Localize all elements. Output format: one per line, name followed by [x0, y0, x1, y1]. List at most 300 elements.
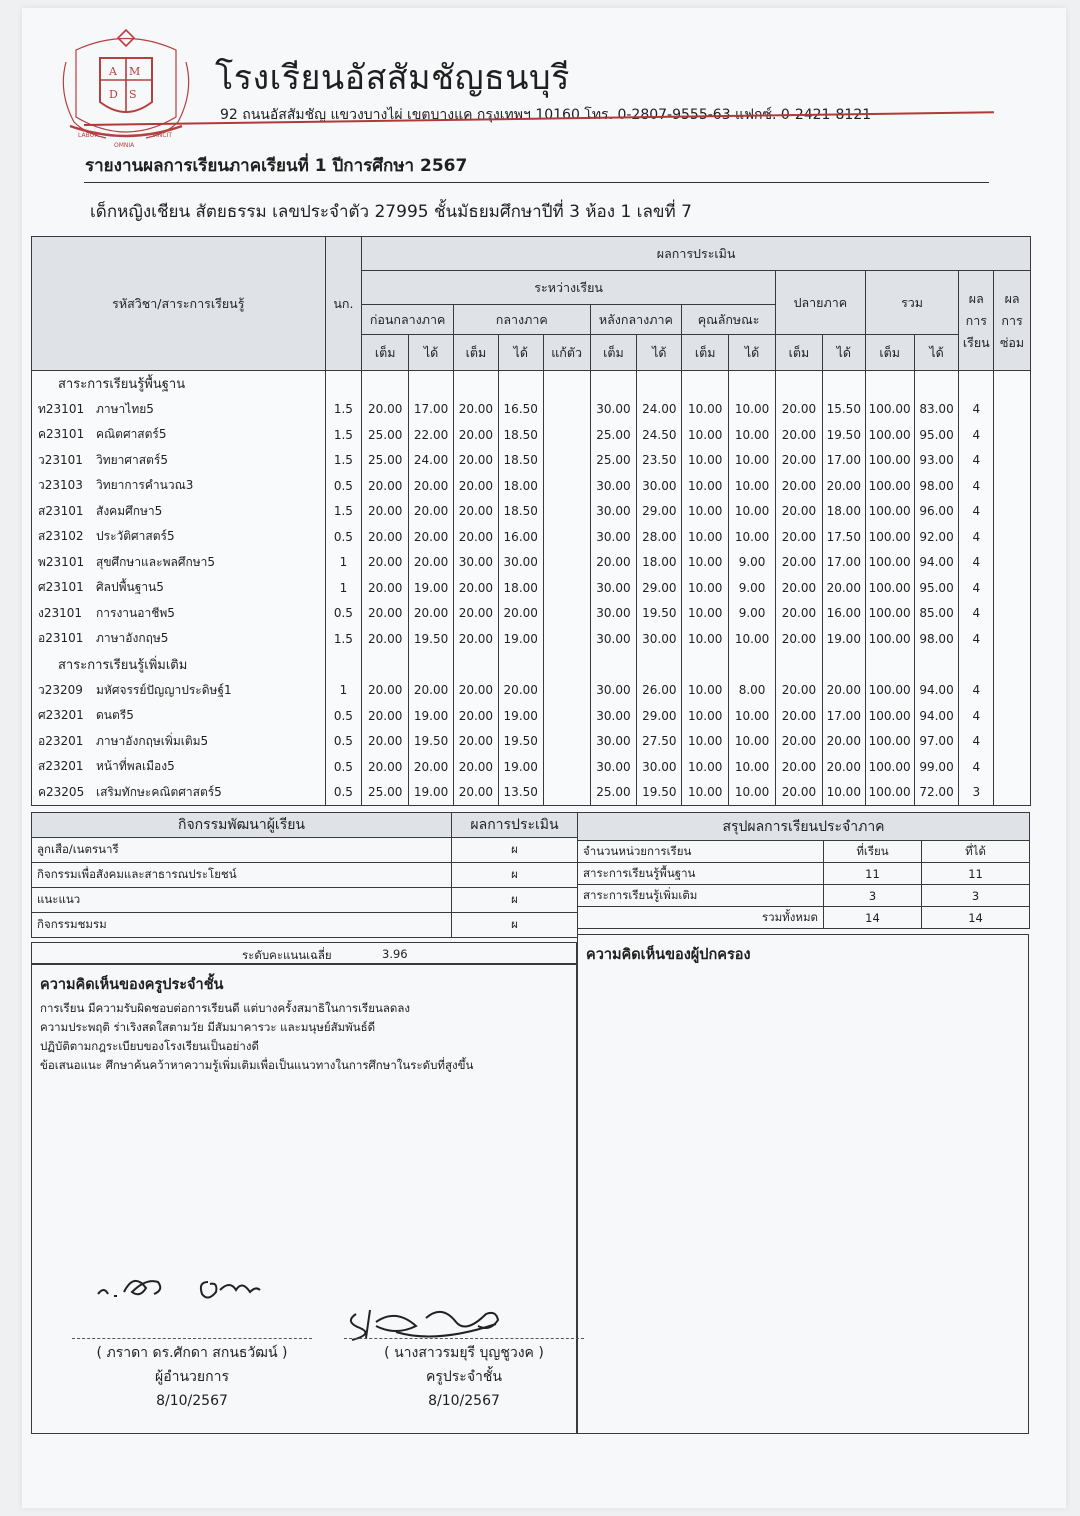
score-cell: 19.50 — [498, 729, 543, 755]
score-cell: 29.00 — [637, 499, 682, 525]
score-cell — [453, 371, 498, 397]
score-cell: 10.00 — [729, 729, 776, 755]
score-cell: 20.00 — [453, 448, 498, 474]
score-cell: 20.00 — [776, 550, 823, 576]
score-cell — [994, 550, 1031, 576]
score-cell: 10.00 — [729, 626, 776, 652]
score-cell: 98.00 — [914, 626, 959, 652]
score-cell: 20.00 — [362, 473, 409, 499]
title-underline — [84, 182, 989, 183]
score-cell: 17.00 — [822, 550, 865, 576]
subject-code: อ23101 — [38, 631, 84, 646]
score-cell: 10.00 — [682, 626, 729, 652]
score-cell — [994, 397, 1031, 423]
director-name: ( ภราดา ดร.ศักดา สกนธวัฒน์ ) — [96, 1345, 288, 1361]
logo-text-a: A — [109, 65, 117, 78]
subject-name: ดนตรี5 — [96, 708, 134, 723]
director-signature-block — [72, 1338, 312, 1413]
score-cell: 100.00 — [865, 626, 914, 652]
score-cell — [362, 652, 409, 678]
score-cell: 10.00 — [682, 703, 729, 729]
credits-cell: 1 — [325, 550, 362, 576]
score-cell: 20.00 — [776, 575, 823, 601]
subject-cell — [32, 448, 326, 474]
subject-name: มหัศจรรย์ปัญญาประดิษฐ์1 — [96, 682, 232, 697]
director-signature — [90, 1264, 310, 1314]
score-cell: 10.00 — [729, 422, 776, 448]
score-cell: 29.00 — [637, 575, 682, 601]
score-cell: 30.00 — [590, 397, 637, 423]
score-cell: 30.00 — [590, 499, 637, 525]
score-cell: 19.00 — [409, 703, 454, 729]
score-cell — [994, 652, 1031, 678]
score-cell: 20.00 — [362, 397, 409, 423]
score-cell: 4 — [959, 448, 994, 474]
header-fix: แก้ตัว — [543, 335, 590, 371]
score-cell — [409, 652, 454, 678]
score-cell: 19.00 — [498, 626, 543, 652]
score-cell: 92.00 — [914, 524, 959, 550]
table-row — [32, 499, 1031, 525]
score-cell: 20.00 — [453, 780, 498, 806]
score-cell: 30.00 — [590, 601, 637, 627]
score-cell: 10.00 — [682, 524, 729, 550]
subject-name: วิทยาการคำนวณ3 — [96, 478, 194, 493]
score-cell: 10.00 — [682, 729, 729, 755]
score-cell: 20.00 — [409, 550, 454, 576]
activity-name: กิจกรรมชมรม — [32, 913, 452, 938]
score-cell: 100.00 — [865, 729, 914, 755]
subject-name: หน้าที่พลเมือง5 — [96, 759, 175, 774]
teacher-role: ครูประจำชั้น — [426, 1369, 502, 1385]
score-cell: 20.00 — [453, 575, 498, 601]
score-cell: 10.00 — [729, 397, 776, 423]
score-cell: 20.00 — [453, 678, 498, 704]
subject-name: ศิลปพื้นฐาน5 — [96, 580, 164, 595]
score-cell: 20.00 — [822, 729, 865, 755]
header-full: เต็ม — [453, 335, 498, 371]
score-cell — [865, 371, 914, 397]
score-cell: 19.00 — [498, 703, 543, 729]
score-cell: 20.00 — [822, 473, 865, 499]
header-subject: รหัสวิชา/สาระการเรียนรู้ — [32, 237, 326, 371]
subject-name: สังคมศึกษา5 — [96, 503, 163, 518]
score-cell: 4 — [959, 601, 994, 627]
score-cell: 18.50 — [498, 448, 543, 474]
score-cell: 20.00 — [776, 473, 823, 499]
score-cell — [543, 575, 590, 601]
score-cell: 20.00 — [409, 499, 454, 525]
score-cell: 30.00 — [590, 729, 637, 755]
score-cell — [590, 371, 637, 397]
header-got: ได้ — [498, 335, 543, 371]
score-cell: 20.00 — [776, 754, 823, 780]
logo-text-d: D — [109, 88, 118, 101]
score-cell: 16.00 — [498, 524, 543, 550]
score-cell — [822, 371, 865, 397]
summary-studied: 14 — [824, 907, 922, 929]
score-cell: 93.00 — [914, 448, 959, 474]
score-cell — [543, 780, 590, 806]
subject-cell — [32, 780, 326, 806]
score-cell: 20.00 — [776, 780, 823, 806]
credits-cell: 0.5 — [325, 780, 362, 806]
score-cell: 18.00 — [498, 473, 543, 499]
score-cell: 9.00 — [729, 575, 776, 601]
table-row — [32, 524, 1031, 550]
score-cell: 94.00 — [914, 703, 959, 729]
score-cell: 98.00 — [914, 473, 959, 499]
teacher-comment-title: ความคิดเห็นของครูประจำชั้น — [40, 977, 224, 993]
header-full: เต็ม — [865, 335, 914, 371]
score-cell: 10.00 — [822, 780, 865, 806]
score-cell: 30.00 — [590, 626, 637, 652]
score-cell: 30.00 — [590, 575, 637, 601]
header-credits: นก. — [325, 237, 362, 371]
score-cell — [543, 448, 590, 474]
score-cell: 10.00 — [682, 550, 729, 576]
credits-cell: 1.5 — [325, 422, 362, 448]
summary-label: สาระการเรียนรู้เพิ่มเติม — [578, 885, 824, 907]
score-cell: 20.00 — [776, 703, 823, 729]
subject-name: คณิตศาสตร์5 — [96, 427, 167, 442]
section-title: สาระการเรียนรู้เพิ่มเติม — [32, 652, 326, 678]
credits-cell: 1.5 — [325, 626, 362, 652]
score-cell: 19.00 — [409, 780, 454, 806]
score-cell — [682, 371, 729, 397]
score-cell — [776, 652, 823, 678]
score-cell — [994, 499, 1031, 525]
subject-name: ภาษาไทย5 — [96, 401, 154, 416]
score-cell: 20.00 — [409, 678, 454, 704]
summary-studied: ที่เรียน — [824, 841, 922, 863]
summary-title: สรุปผลการเรียนประจำภาค — [578, 813, 1030, 841]
summary-studied: 3 — [824, 885, 922, 907]
score-cell — [994, 754, 1031, 780]
score-cell: 100.00 — [865, 575, 914, 601]
credits-cell: 0.5 — [325, 754, 362, 780]
score-cell: 10.00 — [682, 473, 729, 499]
score-cell: 20.00 — [362, 729, 409, 755]
summary-studied: 11 — [824, 863, 922, 885]
score-cell: 17.00 — [822, 448, 865, 474]
score-cell: 9.00 — [729, 550, 776, 576]
score-cell: 20.00 — [776, 678, 823, 704]
subject-name: การงานอาชีพ5 — [96, 605, 175, 620]
score-cell: 10.00 — [682, 601, 729, 627]
score-cell: 83.00 — [914, 397, 959, 423]
header-full: เต็ม — [776, 335, 823, 371]
score-cell: 20.00 — [776, 448, 823, 474]
score-cell: 100.00 — [865, 499, 914, 525]
comment-line: ปฏิบัติตามกฎระเบียบของโรงเรียนเป็นอย่างดี — [40, 1039, 259, 1053]
score-cell — [822, 652, 865, 678]
score-cell: 20.00 — [362, 524, 409, 550]
score-cell: 19.50 — [409, 729, 454, 755]
school-address: 92 ถนนอัสสัมชัญ แขวงบางไผ่ เขตบางแค กรุงเทพฯ 10160 โทร. 0-2807-9555-63 แฟกซ์. 0-2421-8121 — [220, 107, 872, 123]
score-cell — [543, 473, 590, 499]
section-row — [32, 371, 1031, 397]
score-cell: 94.00 — [914, 678, 959, 704]
header-result: ผล การ เรียน — [959, 271, 994, 371]
gpa-row — [31, 942, 577, 964]
parent-comment-title: ความคิดเห็นของผู้ปกครอง — [586, 947, 751, 963]
score-cell — [914, 371, 959, 397]
score-cell: 10.00 — [682, 499, 729, 525]
score-cell — [543, 371, 590, 397]
subject-code: ศ23101 — [38, 580, 84, 595]
activity-result: ผ — [452, 838, 578, 863]
score-cell: 100.00 — [865, 703, 914, 729]
header-got: ได้ — [729, 335, 776, 371]
score-cell: 20.00 — [453, 473, 498, 499]
activities-title: กิจกรรมพัฒนาผู้เรียน — [32, 813, 452, 838]
score-cell — [914, 652, 959, 678]
score-cell — [994, 371, 1031, 397]
score-cell: 24.00 — [637, 397, 682, 423]
school-name: โรงเรียนอัสสัมชัญธนบุรี — [215, 58, 570, 98]
activities-result-header: ผลการประเมิน — [452, 813, 578, 838]
subject-name: ประวัติศาสตร์5 — [96, 529, 175, 544]
score-cell: 20.00 — [776, 626, 823, 652]
score-cell: 4 — [959, 524, 994, 550]
credits-cell: 1.5 — [325, 397, 362, 423]
header-midterm: กลางภาค — [453, 305, 590, 335]
subject-cell — [32, 499, 326, 525]
credits-cell: 0.5 — [325, 703, 362, 729]
credits-cell: 1 — [325, 678, 362, 704]
subject-cell — [32, 754, 326, 780]
score-cell — [994, 422, 1031, 448]
subject-cell — [32, 524, 326, 550]
section-title: สาระการเรียนรู้พื้นฐาน — [32, 371, 326, 397]
score-cell: 4 — [959, 422, 994, 448]
score-cell: 4 — [959, 729, 994, 755]
table-row — [32, 550, 1031, 576]
score-cell: 20.00 — [362, 626, 409, 652]
score-cell: 100.00 — [865, 524, 914, 550]
score-cell: 30.00 — [590, 473, 637, 499]
director-date: 8/10/2567 — [156, 1393, 228, 1409]
summary-earned: 3 — [922, 885, 1030, 907]
score-cell: 20.00 — [409, 754, 454, 780]
comment-line: ข้อเสนอแนะ ศึกษาค้นคว้าหาความรู้เพิ่มเติมเพื่อเป็นแนวทางในการศึกษาในระดับที่สูงขึ้น — [40, 1058, 474, 1072]
summary-label: รวมทั้งหมด — [578, 907, 824, 929]
score-cell: 25.00 — [362, 422, 409, 448]
score-cell: 25.00 — [362, 780, 409, 806]
score-cell: 20.00 — [362, 550, 409, 576]
score-cell: 97.00 — [914, 729, 959, 755]
credits-cell — [325, 371, 362, 397]
score-cell: 20.00 — [776, 524, 823, 550]
header-during-term: ระหว่างเรียน — [362, 271, 776, 305]
score-cell — [729, 371, 776, 397]
score-cell: 20.00 — [362, 575, 409, 601]
score-cell: 19.00 — [409, 575, 454, 601]
summary-table — [577, 812, 1030, 929]
score-cell: 20.00 — [362, 499, 409, 525]
score-cell: 9.00 — [729, 601, 776, 627]
score-cell: 20.00 — [453, 397, 498, 423]
score-cell: 85.00 — [914, 601, 959, 627]
header-got: ได้ — [822, 335, 865, 371]
score-cell: 95.00 — [914, 422, 959, 448]
score-cell — [543, 499, 590, 525]
score-cell: 10.00 — [682, 678, 729, 704]
score-cell: 3 — [959, 780, 994, 806]
score-cell — [994, 601, 1031, 627]
credits-cell: 0.5 — [325, 601, 362, 627]
score-cell: 20.00 — [453, 499, 498, 525]
score-cell: 30.00 — [590, 678, 637, 704]
score-cell: 20.00 — [776, 499, 823, 525]
score-cell — [994, 575, 1031, 601]
header-post-midterm: หลังกลางภาค — [590, 305, 682, 335]
table-row — [32, 729, 1031, 755]
score-cell: 25.00 — [362, 448, 409, 474]
subject-cell — [32, 550, 326, 576]
director-role: ผู้อำนวยการ — [155, 1369, 229, 1385]
subject-code: ง23101 — [38, 605, 83, 620]
score-cell: 10.00 — [682, 575, 729, 601]
table-row — [32, 678, 1031, 704]
teacher-date: 8/10/2567 — [428, 1393, 500, 1409]
credits-cell: 0.5 — [325, 729, 362, 755]
score-cell: 18.50 — [498, 422, 543, 448]
score-cell: 10.00 — [729, 473, 776, 499]
score-cell: 100.00 — [865, 601, 914, 627]
activity-result: ผ — [452, 863, 578, 888]
score-cell: 19.50 — [637, 780, 682, 806]
score-cell: 20.00 — [362, 601, 409, 627]
score-cell: 10.00 — [729, 780, 776, 806]
score-cell: 99.00 — [914, 754, 959, 780]
subject-name: สุขศึกษาและพลศึกษา5 — [96, 554, 216, 569]
score-cell: 100.00 — [865, 448, 914, 474]
subject-code: ส23201 — [38, 759, 84, 774]
score-cell — [682, 652, 729, 678]
table-row — [32, 397, 1031, 423]
score-cell: 100.00 — [865, 754, 914, 780]
header-got: ได้ — [409, 335, 454, 371]
score-cell — [959, 371, 994, 397]
activity-result: ผ — [452, 913, 578, 938]
score-cell — [543, 754, 590, 780]
score-cell — [498, 371, 543, 397]
score-cell — [865, 652, 914, 678]
score-cell: 4 — [959, 678, 994, 704]
score-cell: 19.00 — [822, 626, 865, 652]
comment-line: ความประพฤติ ร่าเริงสดใสตามวัย มีสัมมาคารวะ และมนุษย์สัมพันธ์ดี — [40, 1020, 376, 1034]
score-cell: 100.00 — [865, 780, 914, 806]
score-cell: 16.00 — [822, 601, 865, 627]
score-cell: 19.50 — [822, 422, 865, 448]
score-cell: 4 — [959, 575, 994, 601]
score-cell: 100.00 — [865, 422, 914, 448]
score-cell: 10.00 — [729, 524, 776, 550]
score-cell: 4 — [959, 473, 994, 499]
summary-earned: 11 — [922, 863, 1030, 885]
teacher-signature-block — [344, 1338, 584, 1413]
score-cell — [590, 652, 637, 678]
score-cell: 19.00 — [498, 754, 543, 780]
header-got: ได้ — [637, 335, 682, 371]
score-cell — [543, 626, 590, 652]
credits-cell — [325, 652, 362, 678]
score-cell: 25.00 — [590, 780, 637, 806]
score-cell: 96.00 — [914, 499, 959, 525]
score-cell — [994, 780, 1031, 806]
parent-comment-box — [577, 934, 1029, 1434]
subject-cell — [32, 422, 326, 448]
score-cell — [362, 371, 409, 397]
subject-code: อ23201 — [38, 733, 84, 748]
score-cell: 28.00 — [637, 524, 682, 550]
score-cell: 4 — [959, 550, 994, 576]
score-cell: 25.00 — [590, 422, 637, 448]
header-character: คุณลักษณะ — [682, 305, 776, 335]
score-cell: 23.50 — [637, 448, 682, 474]
logo-text-s: S — [129, 88, 137, 101]
score-cell: 20.00 — [409, 524, 454, 550]
score-cell: 20.00 — [409, 473, 454, 499]
score-cell — [543, 601, 590, 627]
credits-cell: 1 — [325, 575, 362, 601]
subject-cell — [32, 601, 326, 627]
score-cell — [543, 397, 590, 423]
table-row — [32, 780, 1031, 806]
logo-text-m: M — [129, 65, 141, 78]
score-cell: 30.00 — [453, 550, 498, 576]
score-cell: 30.00 — [637, 626, 682, 652]
score-cell: 10.00 — [729, 448, 776, 474]
subject-code: ว23209 — [38, 682, 83, 697]
score-cell: 20.00 — [453, 524, 498, 550]
logo-motto-labor: LABOR — [78, 132, 99, 139]
score-cell: 20.00 — [498, 678, 543, 704]
subject-code: พ23101 — [38, 554, 85, 569]
table-row — [32, 422, 1031, 448]
score-cell — [498, 652, 543, 678]
score-cell: 4 — [959, 626, 994, 652]
score-cell: 20.00 — [776, 729, 823, 755]
score-cell — [994, 678, 1031, 704]
score-cell — [543, 422, 590, 448]
score-cell — [543, 729, 590, 755]
score-cell: 10.00 — [729, 703, 776, 729]
score-cell — [959, 652, 994, 678]
score-cell: 25.00 — [590, 448, 637, 474]
subject-cell — [32, 729, 326, 755]
score-cell: 18.00 — [498, 575, 543, 601]
score-cell: 22.00 — [409, 422, 454, 448]
score-cell: 20.00 — [453, 729, 498, 755]
score-cell: 26.00 — [637, 678, 682, 704]
credits-cell: 0.5 — [325, 473, 362, 499]
score-cell: 18.00 — [822, 499, 865, 525]
header-pre-midterm: ก่อนกลางภาค — [362, 305, 454, 335]
score-cell: 20.00 — [776, 422, 823, 448]
score-cell: 100.00 — [865, 473, 914, 499]
score-cell: 20.00 — [776, 397, 823, 423]
score-cell: 20.00 — [498, 601, 543, 627]
score-cell — [994, 626, 1031, 652]
score-cell: 100.00 — [865, 550, 914, 576]
subject-cell — [32, 678, 326, 704]
school-crest-logo — [56, 22, 196, 152]
subject-code: ศ23201 — [38, 708, 84, 723]
score-cell — [994, 448, 1031, 474]
